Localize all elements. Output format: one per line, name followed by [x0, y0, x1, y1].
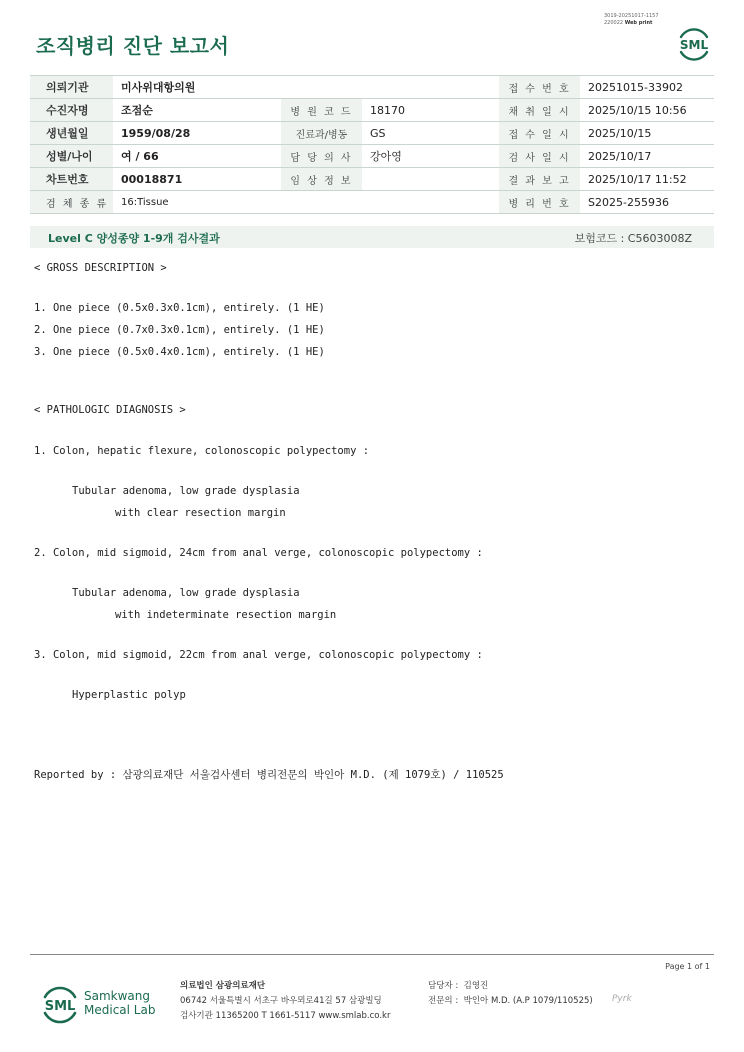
- clinical-value: [362, 168, 499, 191]
- tested-label: 검 사 일 시: [499, 145, 580, 168]
- table-row: [30, 99, 714, 122]
- diagnosis-site: 1. Colon, hepatic flexure, colonoscopic polypectomy :: [34, 445, 370, 457]
- reported-label: 결 과 보 고: [499, 168, 580, 191]
- collected-label: 채 취 일 시: [499, 99, 580, 122]
- diagnosis-heading: < PATHOLOGIC DIAGNOSIS >: [34, 404, 186, 416]
- sml-footer-logo-text: SML: [44, 999, 76, 1014]
- footer-divider: [30, 954, 714, 955]
- level-bar: [30, 226, 714, 248]
- level-title: Level C 양성종양 1-9개 검사결과: [48, 232, 220, 245]
- chart-label: 차트번호: [30, 168, 113, 191]
- doctor-value: 강아영: [362, 145, 499, 168]
- table-row: [30, 122, 714, 145]
- dept-label: 진료과/병동: [281, 122, 362, 145]
- sml-logo: [674, 22, 714, 62]
- signature: Pyrk: [612, 994, 632, 1004]
- chart-value: 00018871: [113, 168, 281, 191]
- diagnosis-margin: with clear resection margin: [115, 507, 286, 519]
- diagnosis-text: Tubular adenoma, low grade dysplasia: [72, 587, 300, 599]
- table-row: [30, 168, 714, 191]
- diagnosis-site: 3. Colon, mid sigmoid, 22cm from anal verge, colonoscopic polypectomy :: [34, 649, 483, 661]
- sml-logo-text: SML: [679, 38, 709, 52]
- clinical-label: 임 상 정 보: [281, 168, 362, 191]
- dept-value: GS: [362, 122, 499, 145]
- org-info: 의료법인 삼광의료재단 06742 서울특별시 서초구 바우뫼로41길 57 삼광빌딩 검사기관 11365200 T 1661-5117 www.smlab.co.kr: [180, 981, 391, 1021]
- brand-name: Samkwang Medical Lab: [84, 989, 156, 1017]
- pathno-label: 병 리 번 호: [499, 191, 580, 214]
- diagnosis-site: 2. Colon, mid sigmoid, 24cm from anal verge, colonoscopic polypectomy :: [34, 547, 483, 559]
- reported-value: 2025/10/17 11:52: [580, 168, 714, 191]
- hospital-code-label: 병 원 코 드: [281, 99, 362, 122]
- insurance-code: 보험코드 : C5603008Z: [574, 232, 692, 245]
- print-code: 3019-20251017-1157 220022 Web print: [604, 13, 659, 26]
- specimen-value: 16:Tissue: [113, 191, 499, 214]
- gross-heading: < GROSS DESCRIPTION >: [34, 262, 167, 274]
- patient-label: 수진자명: [30, 99, 113, 122]
- table-row: [30, 191, 714, 214]
- table-row: [30, 76, 714, 99]
- sexage-value: 여 / 66: [113, 145, 281, 168]
- pathno-value: S2025-255936: [580, 191, 714, 214]
- gross-item: 3. One piece (0.5x0.4x0.1cm), entirely. (1 HE): [34, 346, 325, 358]
- sexage-label: 성별/나이: [30, 145, 113, 168]
- sml-footer-logo: [38, 980, 82, 1024]
- gross-item: 2. One piece (0.7x0.3x0.1cm), entirely. (1 HE): [34, 324, 325, 336]
- requester-value: 미사위대항의원: [113, 76, 499, 99]
- patient-value: 조점순: [113, 99, 281, 122]
- patient-info-table: [30, 75, 714, 214]
- doctor-label: 담 당 의 사: [281, 145, 362, 168]
- page-number: Page 1 of 1: [665, 962, 710, 971]
- page-title: 조직병리 진단 보고서: [36, 34, 230, 58]
- table-row: [30, 145, 714, 168]
- diagnosis-text: Hyperplastic polyp: [72, 689, 186, 701]
- collected-value: 2025/10/15 10:56: [580, 99, 714, 122]
- accession-label: 접 수 번 호: [499, 76, 580, 99]
- hospital-code-value: 18170: [362, 99, 499, 122]
- accession-value: 20251015-33902: [580, 76, 714, 99]
- diagnosis-margin: with indeterminate resection margin: [115, 609, 337, 621]
- diagnosis-text: Tubular adenoma, low grade dysplasia: [72, 485, 300, 497]
- gross-item: 1. One piece (0.5x0.3x0.1cm), entirely. (1 HE): [34, 302, 325, 314]
- received-label: 접 수 일 시: [499, 122, 580, 145]
- dob-value: 1959/08/28: [113, 122, 281, 145]
- tested-value: 2025/10/17: [580, 145, 714, 168]
- reported-by: Reported by : 삼광의료재단 서울검사센터 병리전문의 박인아 M.D. (제 1079호) / 110525: [34, 769, 504, 781]
- specimen-label: 검 체 종 류: [30, 191, 113, 214]
- received-value: 2025/10/15: [580, 122, 714, 145]
- staff-info: 담당자 : 김영진 전문의 : 박인아 M.D. (A.P 1079/110525): [428, 981, 593, 1006]
- requester-label: 의뢰기관: [30, 76, 113, 99]
- dob-label: 생년월일: [30, 122, 113, 145]
